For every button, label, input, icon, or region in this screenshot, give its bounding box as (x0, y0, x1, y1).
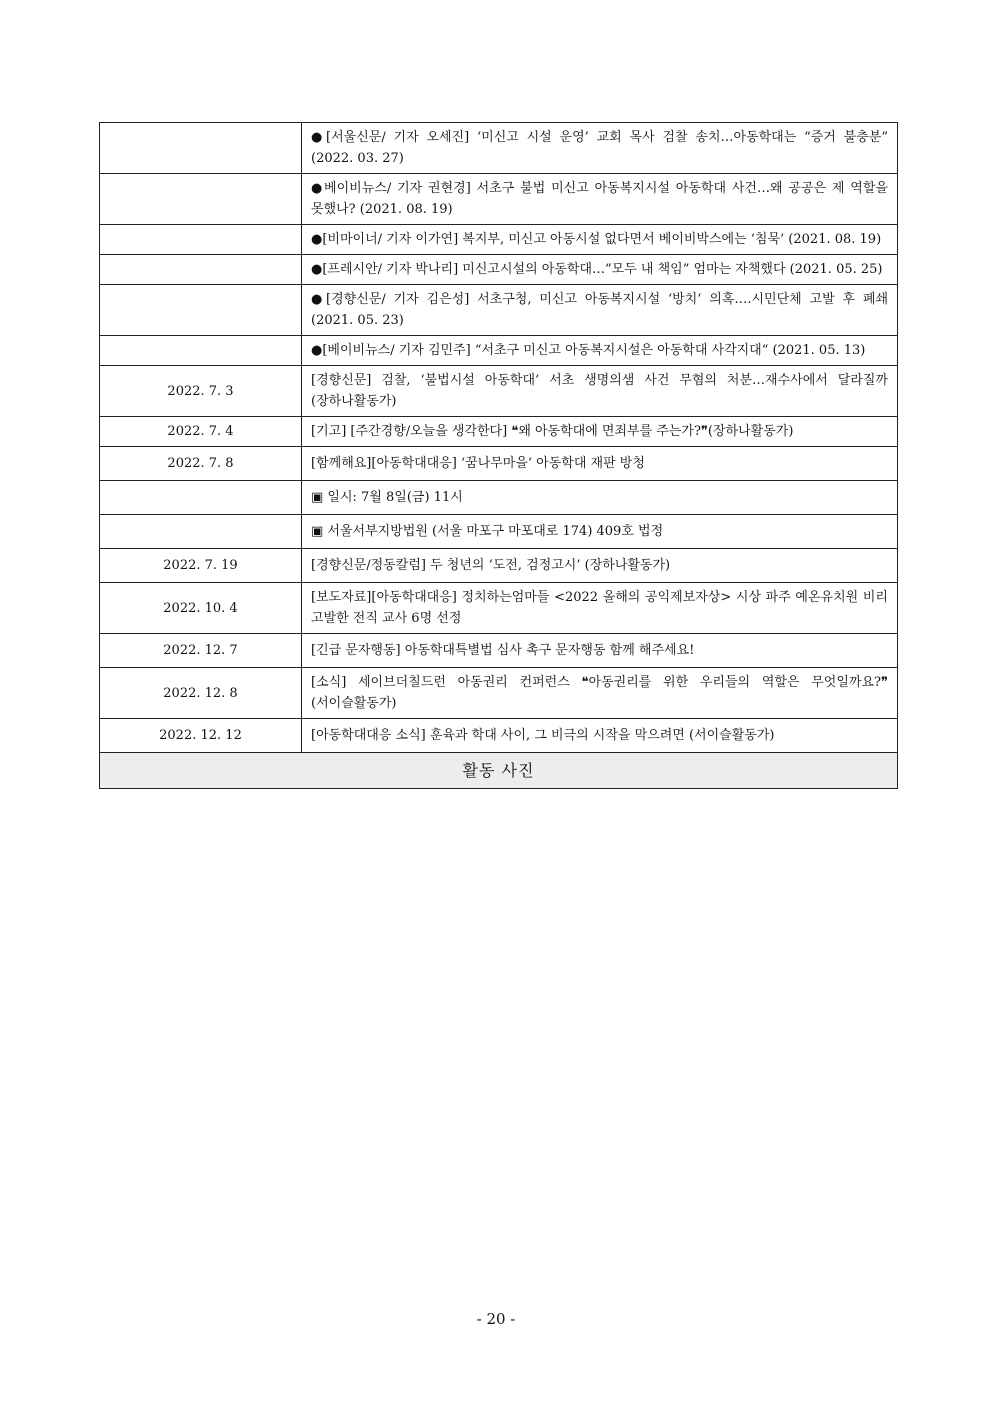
row-date (100, 123, 302, 174)
row-text: [함께해요][아동학대대응] ‘꿈나무마을‘ 아동학대 재판 방청 (302, 447, 898, 481)
row-text: ●[프레시안/ 기자 박나리] 미신고시설의 아동학대…“모두 내 책임” 엄마는 자책했다 (2021. 05. 25) (302, 255, 898, 285)
table-row (100, 447, 898, 481)
table-row (100, 668, 898, 719)
row-date (100, 285, 302, 336)
table-row (100, 336, 898, 366)
row-text: [소식] 세이브더칠드런 아동권리 컨퍼런스 ❝아동권리를 위한 우리들의 역할은 무엇일까요?❞ (서이슬활동가) (302, 668, 898, 719)
activity-table (99, 122, 898, 789)
table-row (100, 366, 898, 417)
row-date: 2022. 7. 8 (100, 447, 302, 481)
table-row (100, 255, 898, 285)
row-date: 2022. 7. 19 (100, 549, 302, 583)
row-text: ●[비마이너/ 기자 이가연] 복지부, 미신고 아동시설 없다면서 베이비박스에는 ‘침묵’ (2021. 08. 19) (302, 225, 898, 255)
page-number: - 20 - (476, 1310, 516, 1328)
row-date (100, 255, 302, 285)
table-row (100, 583, 898, 634)
row-date (100, 515, 302, 549)
row-text: [아동학대대응 소식] 훈육과 학대 사이, 그 비극의 시작을 막으려면 (서이슬활동가) (302, 719, 898, 753)
table-row (100, 225, 898, 255)
section-header-row (100, 753, 898, 789)
row-date (100, 174, 302, 225)
row-text: [기고] [주간경향/오늘을 생각한다] ❝왜 아동학대에 면죄부를 주는가?❞(장하나활동가) (302, 417, 898, 447)
table-row (100, 549, 898, 583)
row-text: ▣ 일시: 7월 8일(금) 11시 (302, 481, 898, 515)
table-row (100, 123, 898, 174)
table-row (100, 481, 898, 515)
table-row (100, 634, 898, 668)
row-text: ●베이비뉴스/ 기자 권현경] 서초구 불법 미신고 아동복지시설 아동학대 사건…왜 공공은 제 역할을 못했나? (2021. 08. 19) (302, 174, 898, 225)
row-date: 2022. 12. 8 (100, 668, 302, 719)
row-date: 2022. 12. 12 (100, 719, 302, 753)
table-row (100, 719, 898, 753)
row-date: 2022. 12. 7 (100, 634, 302, 668)
row-date (100, 336, 302, 366)
row-date (100, 481, 302, 515)
table-row (100, 174, 898, 225)
table-row (100, 285, 898, 336)
row-text: ▣ 서울서부지방법원 (서울 마포구 마포대로 174) 409호 법정 (302, 515, 898, 549)
row-text: ●[베이비뉴스/ 기자 김민주] “서초구 미신고 아동복지시설은 아동학대 사각지대“ (2021. 05. 13) (302, 336, 898, 366)
row-date (100, 225, 302, 255)
row-text: [경향신문/정동칼럼] 두 청년의 ‘도전, 검정고시’ (장하나활동가) (302, 549, 898, 583)
row-date: 2022. 7. 4 (100, 417, 302, 447)
table-row (100, 515, 898, 549)
row-text: [긴급 문자행동] 아동학대특별법 심사 촉구 문자행동 함께 해주세요! (302, 634, 898, 668)
row-text: [경향신문] 검찰, ‘불법시설 아동학대‘ 서초 생명의샘 사건 무혐의 처분…재수사에서 달라질까 (장하나활동가) (302, 366, 898, 417)
row-text: ●[서울신문/ 기자 오세진] ‘미신고 시설 운영’ 교회 목사 검찰 송치…아동학대는 “증거 불충분” (2022. 03. 27) (302, 123, 898, 174)
row-text: [보도자료][아동학대대응] 정치하는엄마들 <2022 올해의 공익제보자상> 시상 파주 예온유치원 비리 고발한 전직 교사 6명 선정 (302, 583, 898, 634)
row-date: 2022. 7. 3 (100, 366, 302, 417)
table-row (100, 417, 898, 447)
row-text: ●[경향신문/ 기자 김은성] 서초구청, 미신고 아동복지시설 ‘방치‘ 의혹….시민단체 고발 후 폐쇄 (2021. 05. 23) (302, 285, 898, 336)
activity-photos-heading: 활동 사진 (100, 753, 898, 789)
row-date: 2022. 10. 4 (100, 583, 302, 634)
